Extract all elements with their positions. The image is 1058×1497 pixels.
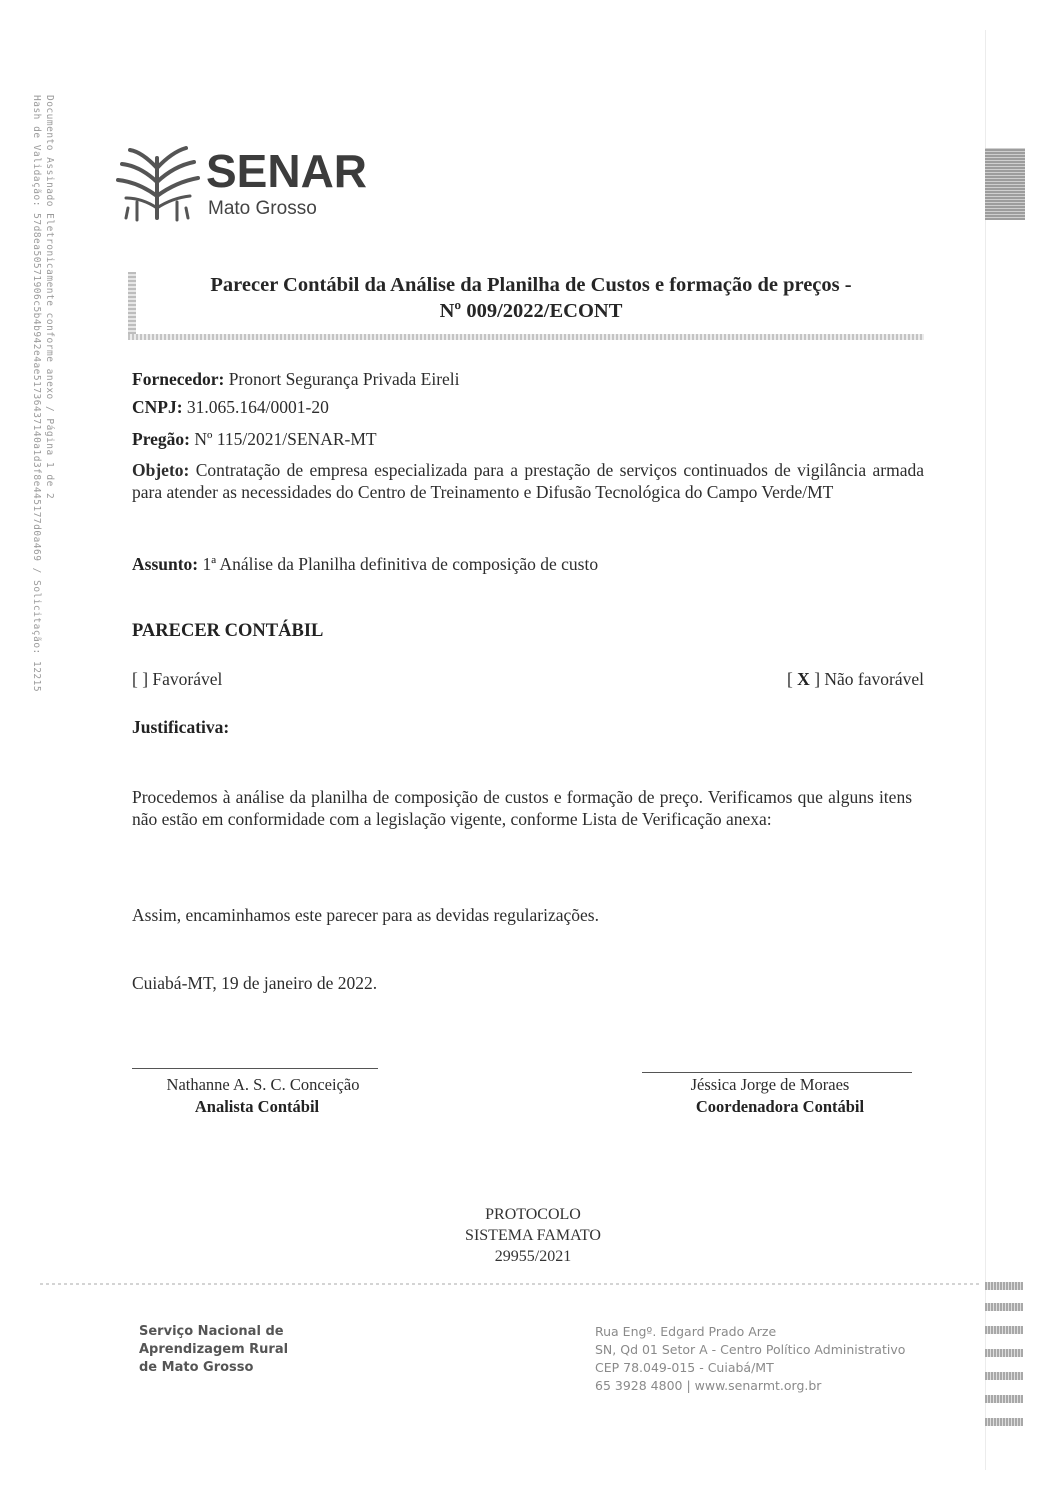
scan-mark-stripe (985, 1282, 1023, 1290)
signature-name-analista: Nathanne A. S. C. Conceição (166, 1075, 360, 1094)
pregao-value: Nº 115/2021/SENAR-MT (190, 429, 377, 449)
fornecedor-value: Pronort Segurança Privada Eireli (224, 369, 460, 389)
scan-mark-stripe (985, 1349, 1023, 1357)
scan-mark-block (985, 148, 1025, 220)
footer-addr-line-2: SN, Qd 01 Setor A - Centro Político Administrativo (595, 1342, 906, 1357)
section-title-parecer: PARECER CONTÁBIL (132, 621, 324, 641)
objeto-label: Objeto: (132, 460, 190, 480)
document-title (138, 272, 924, 324)
footer-addr-line-4: 65 3928 4800 | www.senarmt.org.br (595, 1378, 822, 1393)
pregao-label: Pregão: (132, 429, 190, 449)
justificativa-label: Justificativa: (132, 717, 230, 737)
field-pregao (132, 428, 377, 450)
fornecedor-label: Fornecedor: (132, 369, 225, 389)
stamp-line-2: Hash de Validação: 57d8ea50571906c5b4b942e4ae51736437140a1d3f8e445177d0a469 / Solicitação: 12215 (31, 95, 42, 693)
field-fornecedor (132, 368, 460, 390)
protocolo-stamp (420, 1204, 646, 1267)
signature-name-coordenadora: Jéssica Jorge de Moraes (690, 1075, 850, 1094)
justificativa-paragraph: Procedemos à análise da planilha de composição de custos e formação de preço. Verificamos que alguns itens não estão em conformidade com a legislação vigente, conforme Lista de Verificação anexa: (132, 787, 912, 829)
footer-addr-line-1: Rua Engº. Edgard Prado Arze (595, 1324, 777, 1339)
scan-mark-stripe (985, 1326, 1023, 1334)
footer-org-line-1: Serviço Nacional de (139, 1324, 284, 1339)
title-box-bottom-border (128, 334, 924, 340)
option-nao-close: ] Não favorável (809, 669, 924, 689)
logo-subtitle: Mato Grosso (208, 198, 317, 219)
place-date: Cuiabá-MT, 19 de janeiro de 2022. (132, 973, 378, 993)
protocolo-line-2: SISTEMA FAMATO (465, 1227, 601, 1244)
signature-role-analista: Analista Contábil (194, 1097, 320, 1116)
footer-organization (139, 1323, 288, 1377)
cnpj-label: CNPJ: (132, 397, 183, 417)
senar-logo (112, 138, 392, 228)
title-line-2: Nº 009/2022/ECONT (439, 300, 623, 322)
scan-mark-stripe (985, 1303, 1023, 1311)
title-box-left-border (128, 272, 136, 338)
footer-address (595, 1323, 905, 1395)
footer-divider (40, 1283, 980, 1285)
field-cnpj (132, 396, 329, 418)
title-line-1: Parecer Contábil da Análise da Planilha de Custos e formação de preços - (210, 274, 852, 296)
footer-org-line-3: de Mato Grosso (139, 1360, 254, 1375)
field-objeto (132, 459, 924, 503)
footer-org-line-2: Aprendizagem Rural (139, 1342, 289, 1357)
signature-role-coordenadora: Coordenadora Contábil (695, 1097, 865, 1116)
senar-wheat-logo-icon (112, 138, 202, 224)
field-assunto (132, 553, 598, 575)
cnpj-value: 31.065.164/0001-20 (182, 397, 329, 417)
option-nao-open: [ (786, 669, 798, 689)
logo-wordmark: SENAR (206, 145, 368, 197)
assunto-value: 1ª Análise da Planilha definitiva de composição de custo (198, 554, 599, 574)
scan-edge-line (985, 30, 986, 1470)
scan-mark-stripe (985, 1372, 1023, 1380)
protocolo-line-3: 29955/2021 (494, 1248, 572, 1265)
conclusion-paragraph: Assim, encaminhamos este parecer para as devidas regularizações. (132, 905, 599, 925)
signature-line-analista (132, 1068, 378, 1069)
document-title-box (128, 270, 924, 342)
scan-mark-stripe (985, 1395, 1023, 1403)
assunto-label: Assunto: (132, 554, 199, 574)
objeto-value: Contratação de empresa especializada para a prestação de serviços continuados de vigilância armada para atender as necessidades do Centro de Treinamento e Difusão Tecnológica do Campo Verde/MT (132, 460, 924, 502)
option-favoravel: [ ] Favorável (132, 669, 223, 689)
footer-addr-line-3: CEP 78.049-015 - Cuiabá/MT (595, 1360, 774, 1375)
scan-mark-stripe (985, 1418, 1023, 1426)
option-nao-favoravel (787, 668, 924, 690)
option-nao-checkmark: X (797, 669, 810, 689)
digital-signature-stamp (26, 95, 56, 975)
stamp-line-1: Documento Assinado Eletronicamente conforme anexo / Página 1 de 2 (44, 95, 55, 500)
signature-line-coordenadora (642, 1072, 912, 1073)
protocolo-line-1: PROTOCOLO (485, 1206, 581, 1223)
